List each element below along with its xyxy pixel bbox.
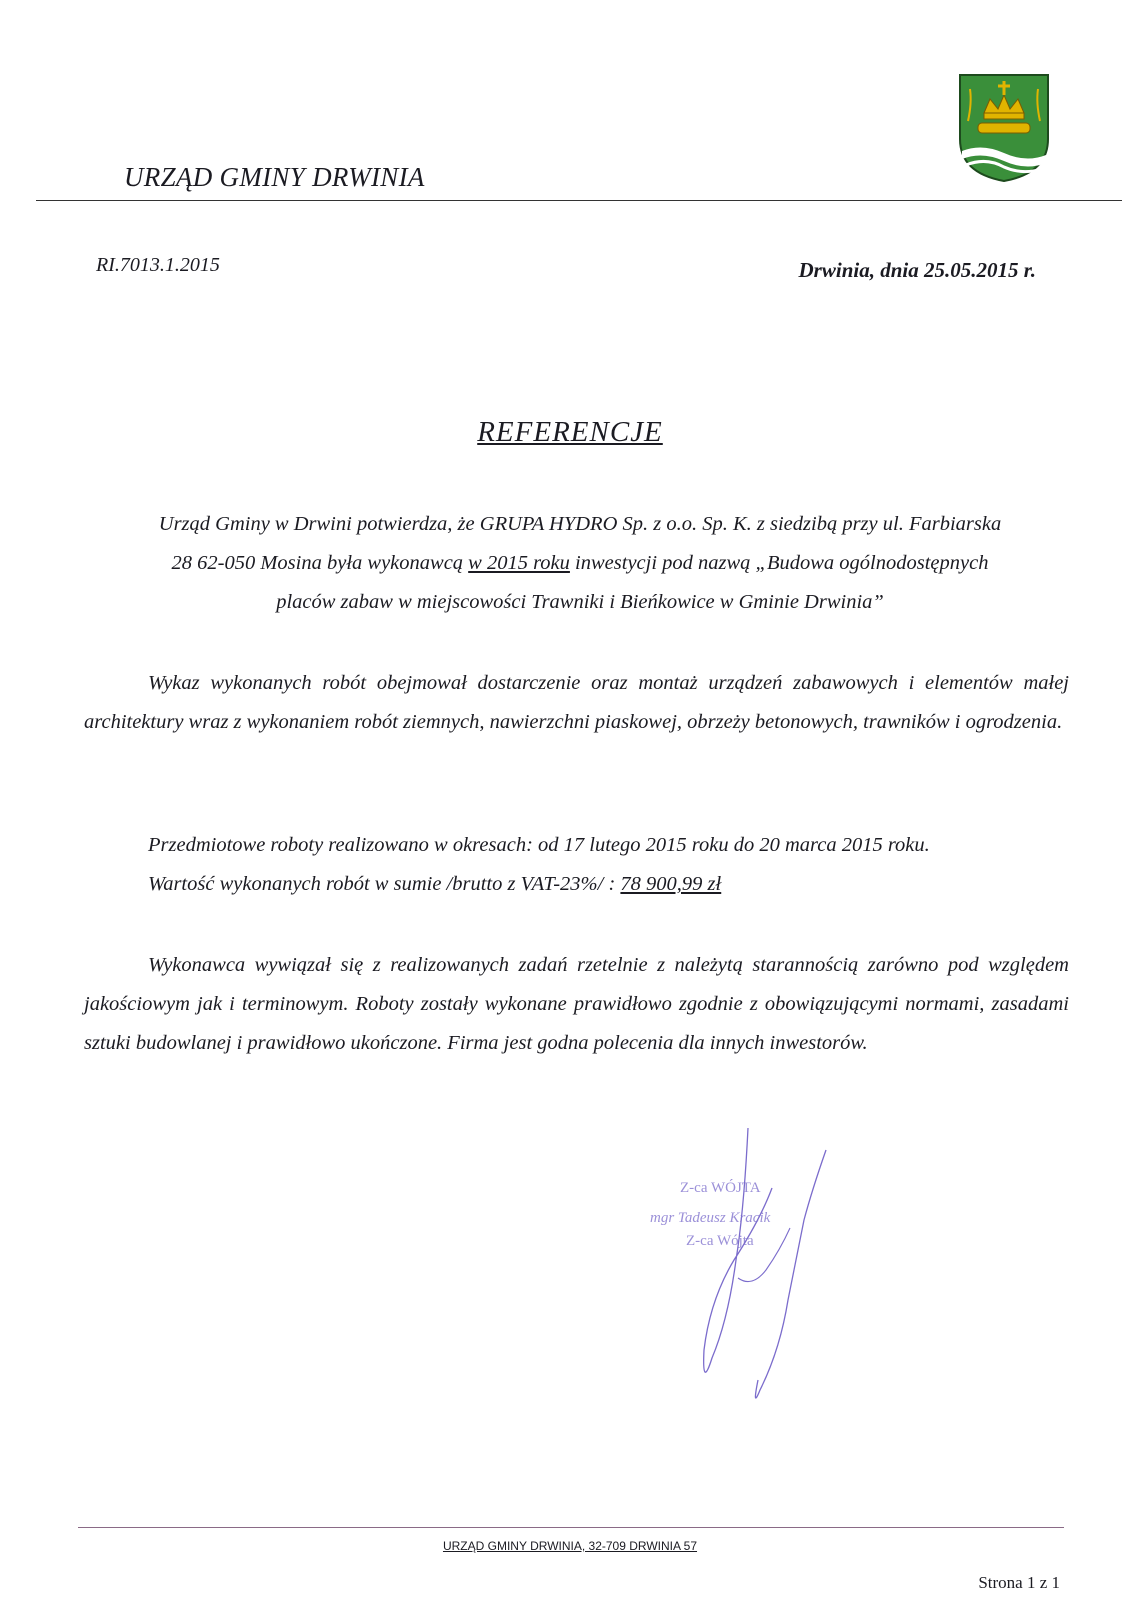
- paragraph-value-line: [84, 865, 1069, 904]
- document-title: REFERENCJE: [477, 416, 663, 448]
- paragraph-evaluation: [84, 946, 1069, 1063]
- stamp-line-2: mgr Tadeusz Kracik: [650, 1210, 771, 1226]
- paragraph-period-text: Przedmiotowe roboty realizowano w okresach: od 17 lutego 2015 roku do 20 marca 2015 roku.: [148, 834, 930, 856]
- page-number: Strona 1 z 1: [978, 1573, 1060, 1592]
- paragraph-confirmation: [150, 505, 1010, 622]
- works-value-amount: 78 900,99 zł: [620, 873, 722, 895]
- signature-stamp: [640, 1100, 900, 1430]
- paragraph-confirmation-year: w 2015 roku: [468, 552, 570, 574]
- paragraph-period-and-value: [84, 826, 1069, 904]
- paragraph-confirmation-text-b: inwestycji pod nazwą „Budowa ogólnodostępnych placów zabaw w miejscowości Trawniki i Bieńkowice w Gminie Drwinia”: [276, 552, 989, 613]
- paragraph-scope-of-works: [84, 664, 1069, 742]
- office-name-heading: URZĄD GMINY DRWINIA: [124, 162, 425, 192]
- reference-number: RI.7013.1.2015: [96, 254, 220, 276]
- coat-of-arms-crown-icon: [958, 73, 1050, 183]
- footer-divider: [78, 1527, 1064, 1528]
- header-divider: [36, 200, 1122, 201]
- paragraph-confirmation-text-a: Urząd Gminy w Drwini potwierdza, że GRUPA HYDRO Sp. z o.o. Sp. K. z siedzibą przy ul. Farbiarska 28 62-050 Mosina była wykonawcą: [158, 513, 1002, 574]
- place-and-date: Drwinia, dnia 25.05.2015 r.: [798, 258, 1036, 282]
- paragraph-value-label: Wartość wykonanych robót w sumie /brutto z VAT-23%/ :: [148, 873, 621, 895]
- paragraph-evaluation-text: Wykonawca wywiązał się z realizowanych zadań rzetelnie z należytą starannością zarówno pod względem jakościowym jak i terminowym. Roboty zostały wykonane prawidłowo zgodnie z obowiązującymi normami, zasadami sztuki budowlanej i prawidłowo ukończone. Firma jest godna polecenia dla innych inwestorów.: [84, 954, 1069, 1054]
- footer-address: URZĄD GMINY DRWINIA, 32-709 DRWINIA 57: [442, 1539, 698, 1553]
- paragraph-scope-text: Wykaz wykonanych robót obejmował dostarczenie oraz montaż urządzeń zabawowych i elementów małej architektury wraz z wykonaniem robót ziemnych, nawierzchni piaskowej, obrzeży betonowych, trawników i ogrodzenia.: [84, 672, 1069, 733]
- stamp-line-3: Z-ca Wójta: [686, 1233, 754, 1249]
- stamp-line-1: Z-ca WÓJTA: [680, 1180, 761, 1196]
